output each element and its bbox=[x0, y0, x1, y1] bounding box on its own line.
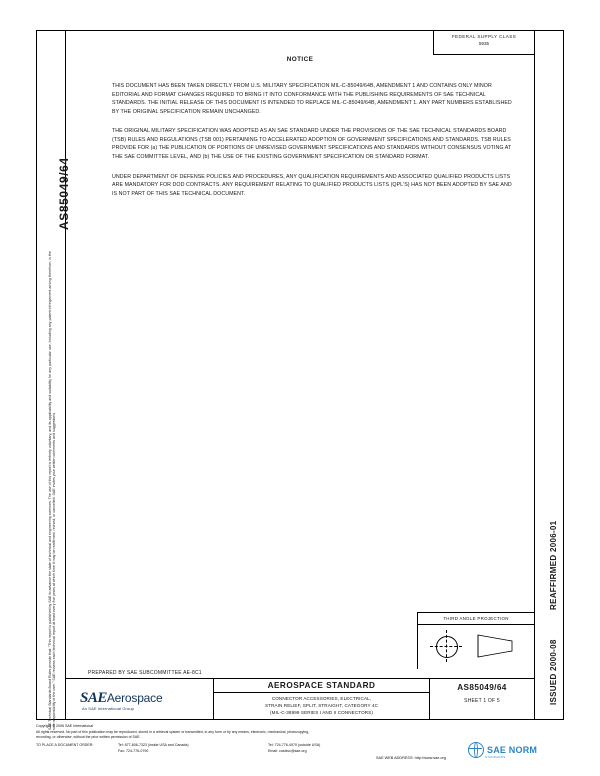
description-line-1: CONNECTOR ACCESSORIES, ELECTRICAL, bbox=[271, 696, 372, 701]
issued-date: ISSUED 2000-08 bbox=[549, 639, 558, 705]
order-phone-3: Fax: 724-776-0790 bbox=[118, 748, 149, 753]
title-block-center-cell bbox=[214, 679, 430, 720]
sae-logo-subtitle: An SAE International Group bbox=[82, 706, 134, 711]
order-contact-column bbox=[268, 743, 438, 754]
order-label: TO PLACE A DOCUMENT ORDER: bbox=[36, 743, 94, 748]
projection-cone-icon bbox=[476, 625, 524, 667]
sae-norm-watermark bbox=[468, 742, 537, 758]
document-number: AS85049/64 bbox=[457, 683, 507, 692]
federal-supply-class-box bbox=[433, 31, 534, 55]
fsc-title: FEDERAL SUPPLY CLASS bbox=[451, 34, 517, 39]
globe-icon bbox=[468, 742, 484, 758]
order-phone-2: Tel: 724-776-4970 (outside USA) bbox=[268, 743, 321, 748]
right-margin-strip bbox=[534, 30, 564, 720]
notice-paragraph-1: THIS DOCUMENT HAS BEEN TAKEN DIRECTLY FROM U.S. MILITARY SPECIFICATION MIL-C-85049/64B, AMENDMENT 1 AND CONTAINS ONLY MINOR EDITORIAL AND FORMAT CHANGES REQUIRED TO BRING IT INTO CONFORMANCE WITH THE PUBLISHING REQUIREMENTS OF SAE TECHNICAL STANDARDS. THE INITIAL RELEASE OF THIS DOCUMENT IS INTENDED TO REPLACE MIL-C-85049/64B, AMENDMENT 1. ANY PART NUMBERS ESTABLISHED BY THE ORIGINAL SPECIFICATION REMAIN UNCHANGED. bbox=[112, 83, 512, 115]
order-phone-column bbox=[118, 743, 268, 754]
projection-symbol-icon bbox=[418, 625, 534, 667]
notice-heading: NOTICE bbox=[286, 56, 314, 63]
watermark-text: SAE NORM bbox=[487, 745, 538, 755]
description-line-3: (MIL-C-38999 SERIES I AND II CONNECTORS) bbox=[270, 709, 373, 715]
web-address-url[interactable]: http://www.sae.org bbox=[414, 756, 446, 760]
title-block-right-cell bbox=[430, 679, 534, 720]
standard-title: AEROSPACE STANDARD bbox=[214, 679, 429, 693]
web-address-label: SAE WEB ADDRESS: bbox=[376, 756, 414, 760]
vertical-legal-notice: SAE Technical Standards Board Rules provide that: "This report is published by SAE to advance the state of technical and engineering sciences. The use of this report is entirely voluntary, and its applicability and suitability for any particular use, including any patent infringement arising therefrom, is the sole responsibility of the user." SAE reviews each technical report at least every five years at which time it may be reaffirmed, revised, or cancelled. SAE invites your written comments and suggestions. bbox=[48, 251, 57, 730]
sae-logo bbox=[80, 690, 162, 707]
sae-logo-word: Aerospace bbox=[106, 691, 163, 705]
sae-logo-mark: SAE bbox=[80, 690, 107, 706]
projection-title: THIRD ANGLE PROJECTION bbox=[418, 613, 534, 625]
watermark-subtext: STANDARDS bbox=[485, 755, 506, 759]
rights-line-1: All rights reserved. No part of this publication may be reproduced, stored in a retrieval system or transmitted, in any form or by any means, electronic, mechanical, photocopying, bbox=[36, 730, 310, 735]
standard-description bbox=[214, 693, 429, 717]
title-block bbox=[66, 678, 534, 720]
vertical-document-number: AS85049/64 bbox=[57, 157, 71, 230]
rights-line-2: recording, or otherwise, without the prior written permission of SAE. bbox=[36, 735, 141, 740]
prepared-by-line: PREPARED BY SAE SUBCOMMITTEE AE-8C1 bbox=[88, 670, 202, 676]
order-phone-1: Tel: 877-606-7323 (inside USA and Canada) bbox=[118, 743, 189, 748]
copyright-line: Copyright © 2006 SAE International bbox=[36, 724, 93, 728]
description-line-2: STRAIN RELIEF, SPLIT, STRAIGHT, CATEGORY 4C bbox=[264, 702, 379, 708]
notice-paragraph-2: THE ORIGINAL MILITARY SPECIFICATION WAS ADOPTED AS AN SAE STANDARD UNDER THE PROVISIONS OF THE SAE TECHNICAL STANDARDS BOARD (TSB) RULES AND REGULATIONS (TSB 001) PERTAINING TO ACCELERATED ADOPTION OF GOVERNMENT SPECIFICATIONS AND STANDARDS. TSB RULES PROVIDE FOR (a) THE PUBLICATION OF PORTIONS OF UNREVISED GOVERNMENT SPECIFICATIONS AND STANDARDS WITHOUT CONSENSUS VOTING AT THE SAE COMMITTEE LEVEL, AND (b) THE USE OF THE EXISTING GOVERNMENT SPECIFICATION OR STANDARD FORMAT. bbox=[112, 128, 512, 161]
sheet-number: SHEET 1 OF 5 bbox=[464, 698, 500, 704]
order-email[interactable]: Email: custsvc@sae.org bbox=[268, 748, 307, 753]
fsc-code: 5935 bbox=[478, 41, 490, 46]
web-address bbox=[376, 756, 446, 762]
notice-body bbox=[112, 82, 512, 209]
title-block-logo-cell bbox=[66, 679, 214, 720]
third-angle-projection-box bbox=[417, 612, 534, 669]
notice-paragraph-3: UNDER DEPARTMENT OF DEFENSE POLICIES AND PROCEDURES, ANY QUALIFICATION REQUIREMENTS AND ASSOCIATED QUALIFIED PRODUCTS LISTS ARE MANDATORY FOR DOD CONTRACTS. ANY REQUIREMENT RELATING TO QUALIFIED PRODUCTS LISTS (QPL'S) HAS NOT BEEN ADOPTED BY SAE AND IS NOT PART OF THIS SAE TECHNICAL DOCUMENT. bbox=[112, 173, 512, 197]
reaffirmed-date: REAFFIRMED 2006-01 bbox=[549, 520, 558, 610]
